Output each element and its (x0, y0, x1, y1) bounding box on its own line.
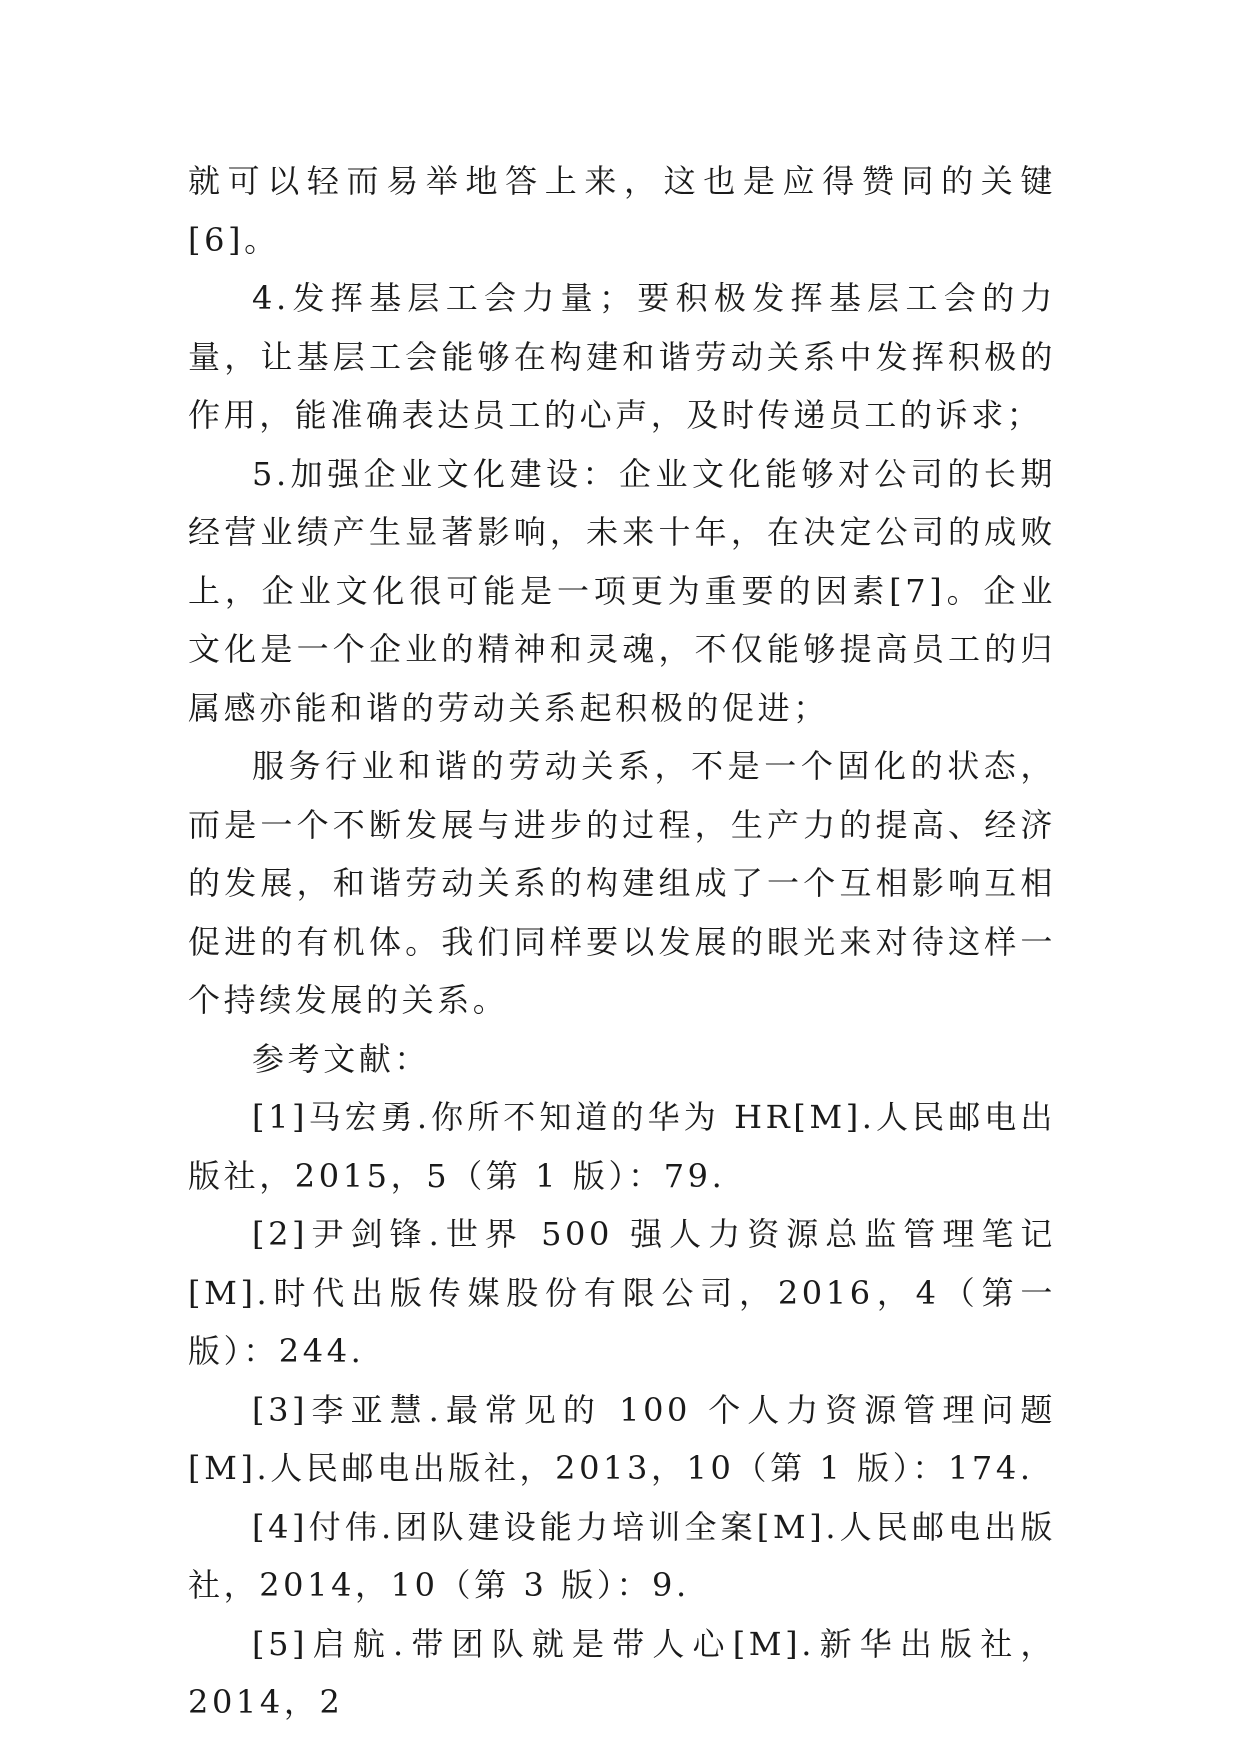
reference-item: [4]付伟.团队建设能力培训全案[M].人民邮电出版社，2014，10（第 3 版）：9. (188, 1507, 1056, 1604)
reference-item: [1]马宏勇.你所不知道的华为 HR[M].人民邮电出版社，2015，5（第 1 版）：79. (188, 1098, 1056, 1195)
references-heading: 参考文献： (252, 1039, 431, 1078)
reference-item: [5]启航.带团队就是带人心[M].新华出版社，2014，2 (188, 1624, 1056, 1721)
paragraph-conclusion: 服务行业和谐的劳动关系，不是一个固化的状态，而是一个不断发展与进步的过程，生产力的提高、经济的发展，和谐劳动关系的构建组成了一个互相影响互相促进的有机体。我们同样要以发展的眼光来对待这样一个持续发展的关系。 (188, 747, 1056, 1019)
paragraph-corporate-culture: 5.加强企业文化建设：企业文化能够对公司的长期经营业绩产生显著影响，未来十年，在决定公司的成败上，企业文化很可能是一项更为重要的因素[7]。企业文化是一个企业的精神和灵魂，不仅能够提高员工的归属感亦能和谐的劳动关系起积极的促进； (188, 454, 1056, 727)
reference-item: [2]尹剑锋.世界 500 强人力资源总监管理笔记[M].时代出版传媒股份有限公司，2016，4（第一版）：244. (188, 1215, 1056, 1370)
paragraph-continuation: 就可以轻而易举地答上来，这也是应得赞同的关键[6]。 (188, 162, 1056, 259)
paragraph-trade-union: 4.发挥基层工会力量；要积极发挥基层工会的力量，让基层工会能够在构建和谐劳动关系中发挥积极的作用，能准确表达员工的心声，及时传递员工的诉求； (188, 279, 1056, 434)
reference-item: [3]李亚慧.最常见的 100 个人力资源管理问题[M].人民邮电出版社，2013，10（第 1 版）：174. (188, 1390, 1056, 1487)
document-body (188, 152, 1056, 1732)
